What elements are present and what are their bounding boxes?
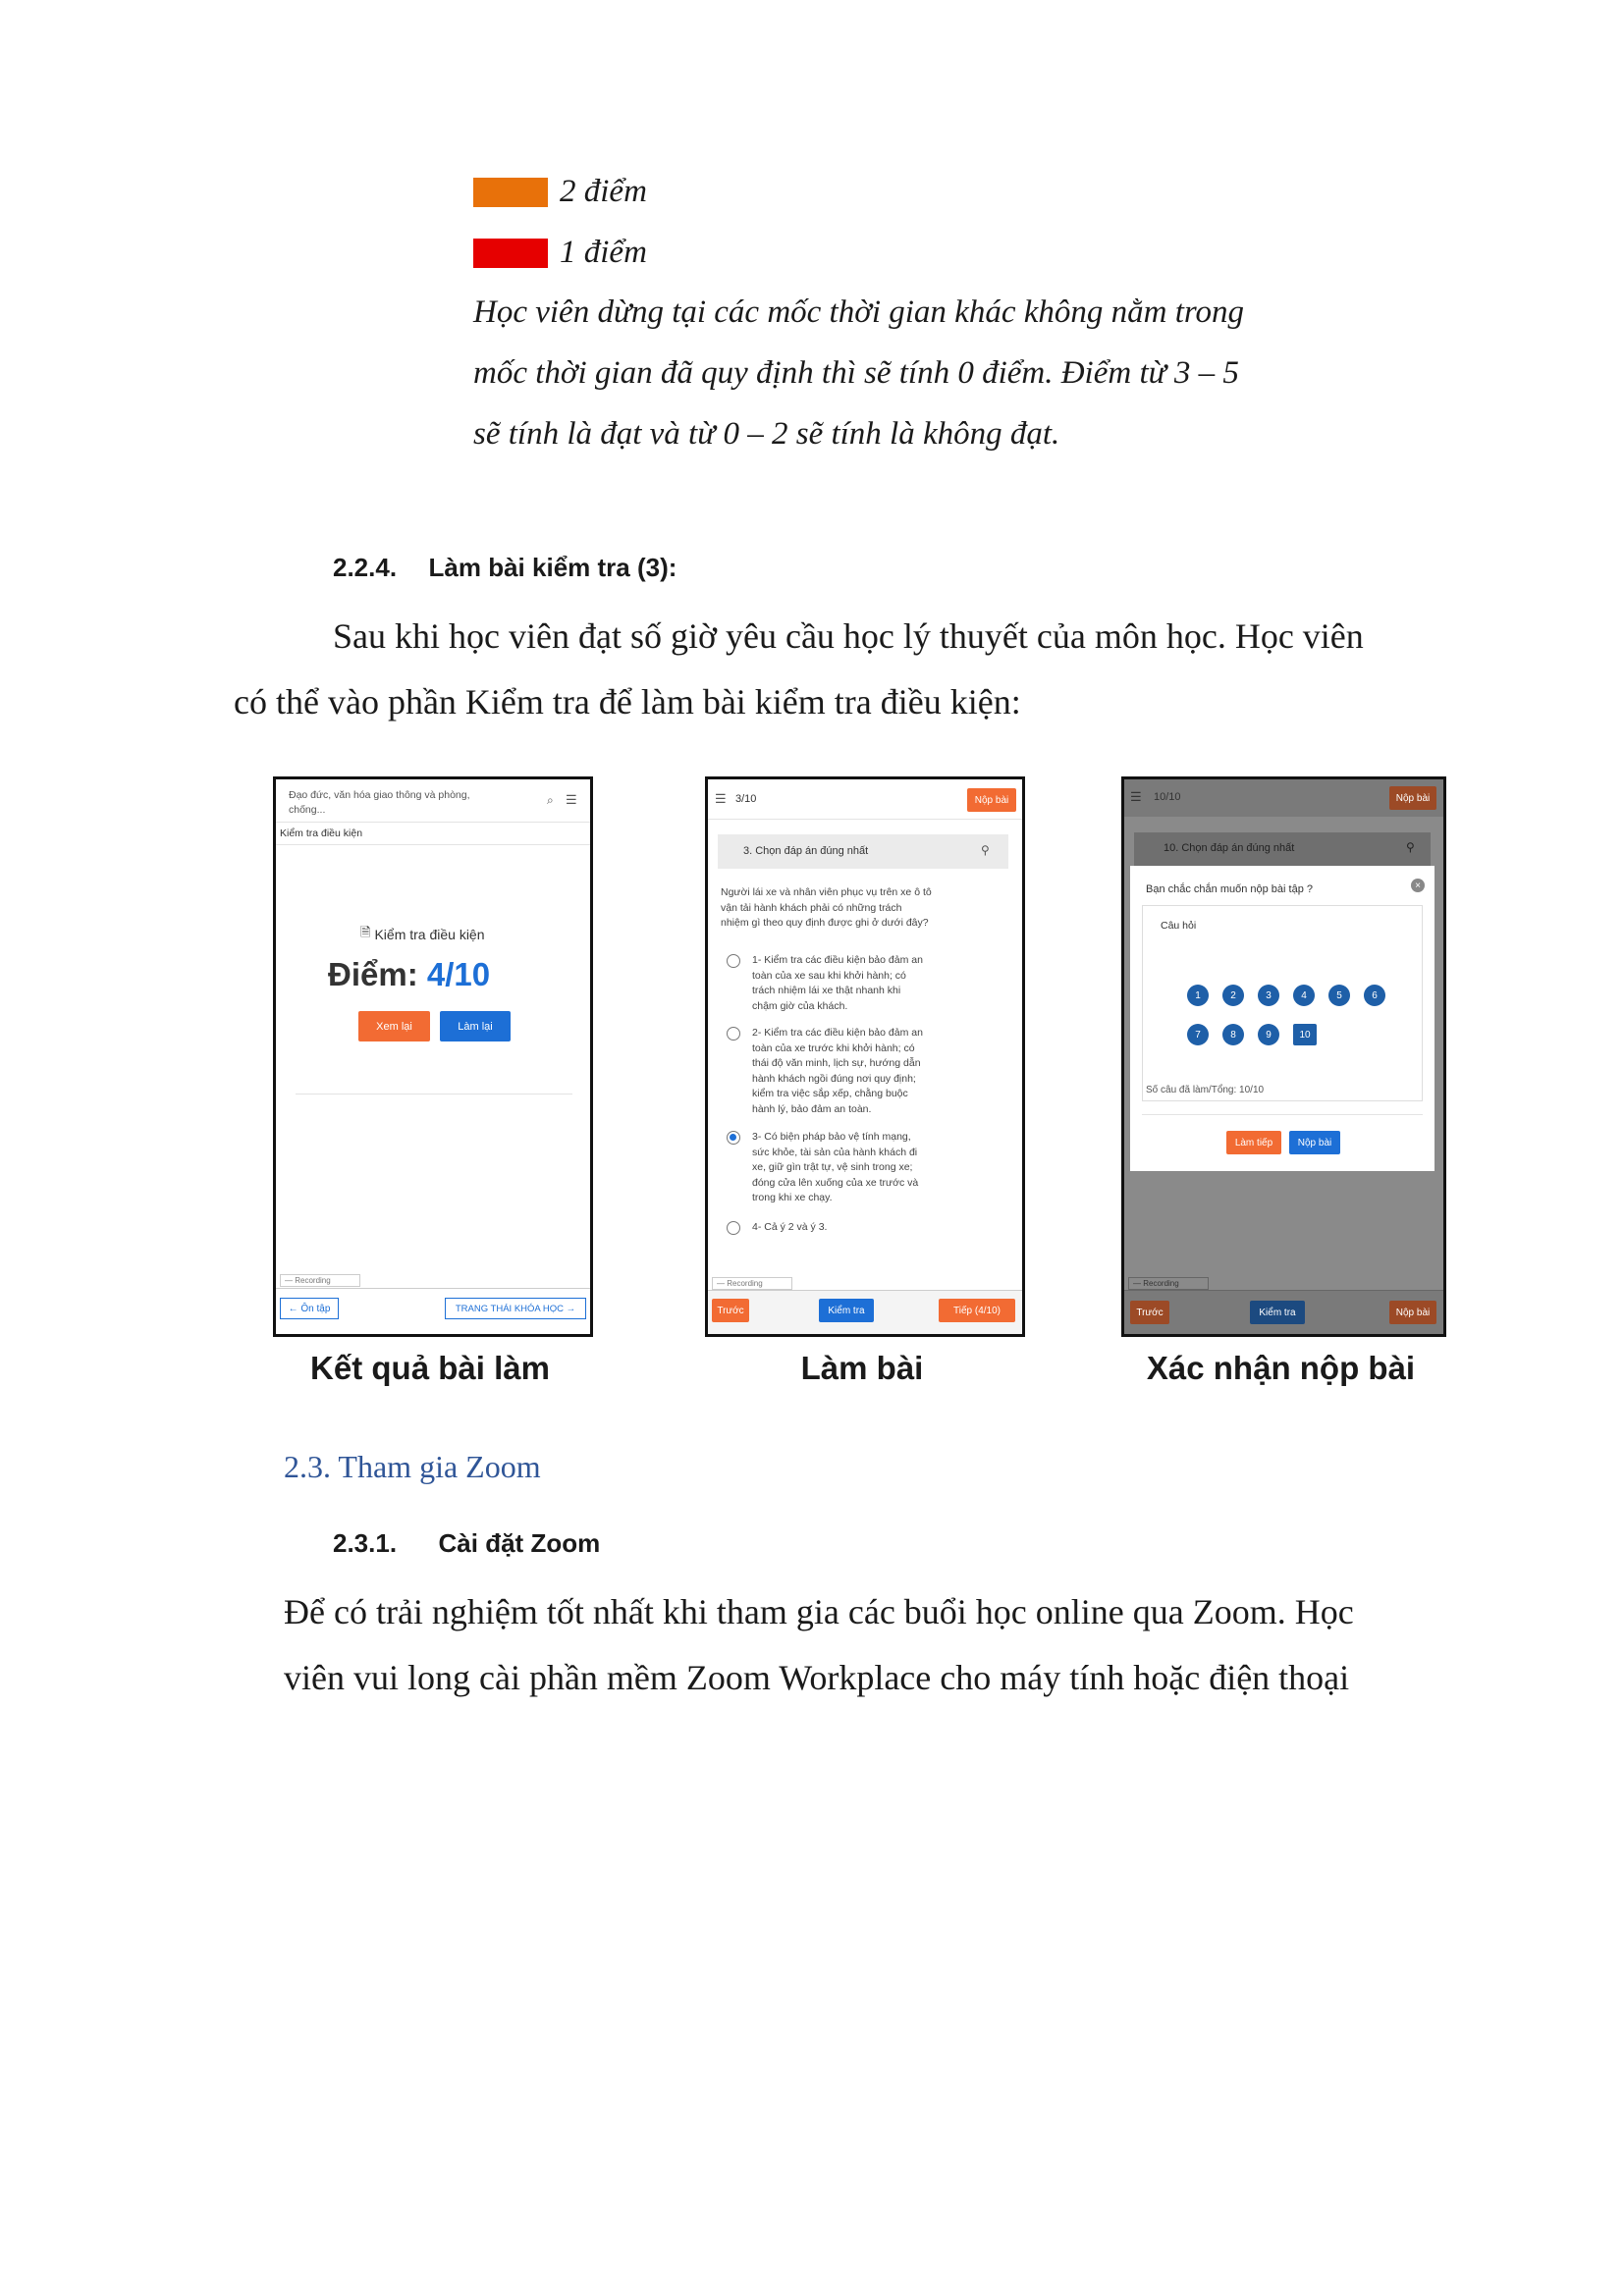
progress: 3/10 (735, 793, 757, 805)
screenshot-confirm (1121, 776, 1446, 1337)
panel-label: Câu hỏi (1161, 920, 1197, 932)
card-title: 🗎 Kiểm tra điều kiện (360, 924, 485, 945)
redo-button[interactable]: Làm lại (440, 1011, 511, 1041)
recording-tab[interactable]: — Recording (280, 1274, 360, 1287)
tab-check[interactable]: Kiểm tra điều kiện (280, 828, 363, 839)
close-icon[interactable]: × (1411, 879, 1425, 892)
paragraph-line: có thể vào phần Kiểm tra để làm bài kiểm tra điều kiện: (234, 682, 1021, 721)
search-icon[interactable]: ⌕ (547, 793, 554, 807)
question-number[interactable]: 1 (1187, 985, 1209, 1006)
section-heading-224 (333, 553, 677, 583)
question-title: 10. Chọn đáp án đúng nhất (1164, 842, 1295, 854)
legend-label: 2 điểm (560, 174, 647, 209)
review-button[interactable]: Xem lại (358, 1011, 430, 1041)
option-radio-3[interactable] (727, 1131, 740, 1145)
note-line: Học viên dừng tại các mốc thời gian khác không nằm trong (473, 294, 1244, 330)
option-2-text: 2- Kiểm tra các điều kiện bảo đảm an toàn của xe trước khi khởi hành; có thái độ văn minh, lịch sự, hướng dẫn hành khách ngồi đúng nơi quy định; kiểm tra việc sắp xếp, chằng buộc hành lý, bảo đảm an toàn. (752, 1027, 923, 1115)
submit-button[interactable]: Nộp bài (967, 788, 1016, 812)
next-button[interactable]: Tiếp (4/10) (939, 1299, 1015, 1322)
prev-button[interactable]: Trước (712, 1299, 749, 1322)
section-heading-231 (333, 1528, 600, 1559)
check-button[interactable]: Kiểm tra (1250, 1301, 1305, 1324)
note-line: sẽ tính là đạt và từ 0 – 2 sẽ tính là không đạt. (473, 416, 1060, 452)
option-3-text: 3- Có biện pháp bảo vệ tính mạng, sức khỏe, tài sản của hành khách đi xe, giữ gìn trật tự, vệ sinh trong xe; đóng cửa lên xuống của xe trước và trong khi xe chạy. (752, 1131, 919, 1203)
score-label: Điểm: (328, 956, 418, 992)
caption-confirm: Xác nhận nộp bài (1146, 1350, 1416, 1386)
confirm-dialog (1130, 866, 1435, 1171)
legend-swatch-red (473, 239, 548, 268)
question-number[interactable]: 2 (1222, 985, 1244, 1006)
question-number[interactable]: 4 (1293, 985, 1315, 1006)
pin-icon[interactable]: ⚲ (981, 843, 990, 857)
submit-footer-button[interactable]: Nộp bài (1389, 1301, 1436, 1324)
dialog-title: Bạn chắc chắn muốn nộp bài tập ? (1146, 883, 1314, 895)
course-title: Đạo đức, văn hóa giao thông và phòng, (289, 789, 470, 801)
course-title-2: chống... (289, 804, 326, 816)
caption-result: Kết quả bài làm (310, 1350, 550, 1386)
question-panel (1142, 905, 1423, 1101)
section-number: 2.3.1. (333, 1528, 398, 1558)
legend-swatch-orange (473, 178, 548, 207)
course-status-button[interactable]: TRANG THÁI KHÓA HỌC → (445, 1298, 586, 1319)
continue-button[interactable]: Làm tiếp (1226, 1131, 1281, 1154)
question-number[interactable]: 10 (1293, 1024, 1317, 1045)
section-title: Cài đặt Zoom (438, 1528, 601, 1558)
screenshot-result (273, 776, 593, 1337)
option-radio-2[interactable] (727, 1027, 740, 1041)
check-button[interactable]: Kiểm tra (819, 1299, 874, 1322)
prev-button[interactable]: Trước (1130, 1301, 1169, 1324)
legend-item-1 (473, 235, 647, 271)
question-number[interactable]: 6 (1364, 985, 1385, 1006)
score-value: 4/10 (426, 956, 491, 992)
pin-icon: ⚲ (1406, 840, 1415, 854)
score (328, 956, 490, 993)
question-number[interactable]: 3 (1258, 985, 1279, 1006)
question-number[interactable]: 9 (1258, 1024, 1279, 1045)
progress: 10/10 (1154, 791, 1181, 803)
question-number[interactable]: 7 (1187, 1024, 1209, 1045)
caption-quiz: Làm bài (800, 1350, 924, 1386)
menu-icon[interactable]: ☰ (715, 791, 727, 806)
paragraph-line: Sau khi học viên đạt số giờ yêu cầu học lý thuyết của môn học. Học viên (333, 616, 1364, 656)
confirm-submit-button[interactable]: Nộp bài (1289, 1131, 1340, 1154)
option-radio-1[interactable] (727, 954, 740, 968)
note-line: mốc thời gian đã quy định thì sẽ tính 0 điểm. Điểm từ 3 – 5 (473, 355, 1239, 391)
submit-button-dimmed[interactable]: Nộp bài (1389, 786, 1436, 810)
legend-label: 1 điểm (560, 235, 647, 270)
recording-tab[interactable]: — Recording (712, 1277, 792, 1290)
question-text: Người lái xe và nhân viên phục vụ trên xe ô tô vận tải hành khách phải có những trách nhiệm gì theo quy định được ghi ở dưới đây? (721, 886, 932, 929)
legend-item-2 (473, 174, 647, 210)
review-nav-button[interactable]: ← Ôn tập (280, 1298, 339, 1319)
summary: Số câu đã làm/Tổng: 10/10 (1146, 1085, 1265, 1095)
recording-tab[interactable]: — Recording (1128, 1277, 1209, 1290)
section-heading-23: 2.3. Tham gia Zoom (284, 1449, 541, 1484)
paragraph-line: Để có trải nghiệm tốt nhất khi tham gia các buổi học online qua Zoom. Học (284, 1592, 1354, 1631)
question-number[interactable]: 8 (1222, 1024, 1244, 1045)
paragraph-line: viên vui long cài phần mềm Zoom Workplace cho máy tính hoặc điện thoại (284, 1658, 1350, 1697)
option-1-text: 1- Kiểm tra các điều kiện bảo đảm an toàn của xe sau khi khởi hành; có trách nhiệm lái xe thật nhanh khi chậm giờ của khách. (752, 954, 923, 1012)
screenshot-quiz (705, 776, 1025, 1337)
document-icon: 🗎 (360, 925, 371, 939)
option-radio-4[interactable] (727, 1221, 740, 1235)
menu-icon[interactable]: ☰ (1130, 789, 1142, 804)
section-title: Làm bài kiểm tra (3): (428, 553, 677, 582)
question-number[interactable]: 5 (1328, 985, 1350, 1006)
section-number: 2.2.4. (333, 553, 398, 582)
menu-icon[interactable]: ☰ (566, 792, 577, 807)
option-4-text: 4- Cả ý 2 và ý 3. (752, 1221, 828, 1233)
question-title: 3. Chọn đáp án đúng nhất (743, 845, 869, 857)
